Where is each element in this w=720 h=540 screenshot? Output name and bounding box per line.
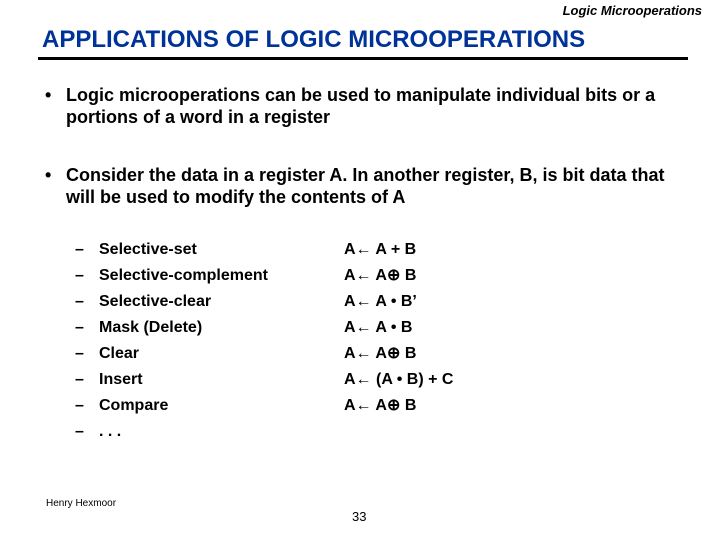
- operation-name: . . .: [99, 423, 122, 440]
- slide-title: APPLICATIONS OF LOGIC MICROOPERATIONS: [42, 26, 586, 53]
- operation-row: [75, 393, 515, 419]
- bullet-item: [45, 164, 685, 208]
- operation-expression: A← A⊕ B: [344, 267, 417, 284]
- operation-name: Selective-complement: [99, 267, 268, 284]
- operation-expression: A← A + B: [344, 241, 417, 258]
- operation-row: [75, 341, 515, 367]
- list-dash: –: [75, 423, 84, 440]
- operation-row: [75, 289, 515, 315]
- operation-expression: A← A • B’: [344, 293, 417, 310]
- list-dash: –: [75, 371, 84, 388]
- header-label: Logic Microoperations: [562, 3, 702, 18]
- list-dash: –: [75, 267, 84, 284]
- operation-expression: A← A⊕ B: [344, 345, 417, 362]
- operation-row: [75, 237, 515, 263]
- bullet-text: Consider the data in a register A. In another register, B, is bit data that will be used to modify the contents of A: [66, 165, 665, 207]
- footer-author: Henry Hexmoor: [46, 498, 117, 509]
- operation-name: Clear: [99, 345, 140, 362]
- operation-row: [75, 263, 515, 289]
- operation-row: [75, 367, 515, 393]
- operations-list: [75, 237, 515, 445]
- list-dash: –: [75, 345, 84, 362]
- operation-row: [75, 419, 515, 445]
- list-dash: –: [75, 319, 84, 336]
- list-dash: –: [75, 397, 84, 414]
- page-number: 33: [352, 509, 367, 524]
- list-dash: –: [75, 293, 84, 310]
- bullet-text: Logic microoperations can be used to manipulate individual bits or a portions of a word in a register: [66, 85, 656, 127]
- operation-name: Selective-clear: [99, 293, 212, 310]
- operation-expression: A← A⊕ B: [344, 397, 417, 414]
- operation-expression: A← (A • B) + C: [344, 371, 454, 388]
- operation-name: Insert: [99, 371, 143, 388]
- operation-name: Selective-set: [99, 241, 197, 258]
- bullet-marker: •: [45, 165, 52, 185]
- list-dash: –: [75, 241, 84, 258]
- operation-row: [75, 315, 515, 341]
- operation-expression: A← A • B: [344, 319, 413, 336]
- operation-name: Compare: [99, 397, 169, 414]
- bullet-marker: •: [45, 85, 52, 105]
- bullet-item: [45, 84, 685, 128]
- operation-name: Mask (Delete): [99, 319, 203, 336]
- title-divider: [38, 57, 688, 60]
